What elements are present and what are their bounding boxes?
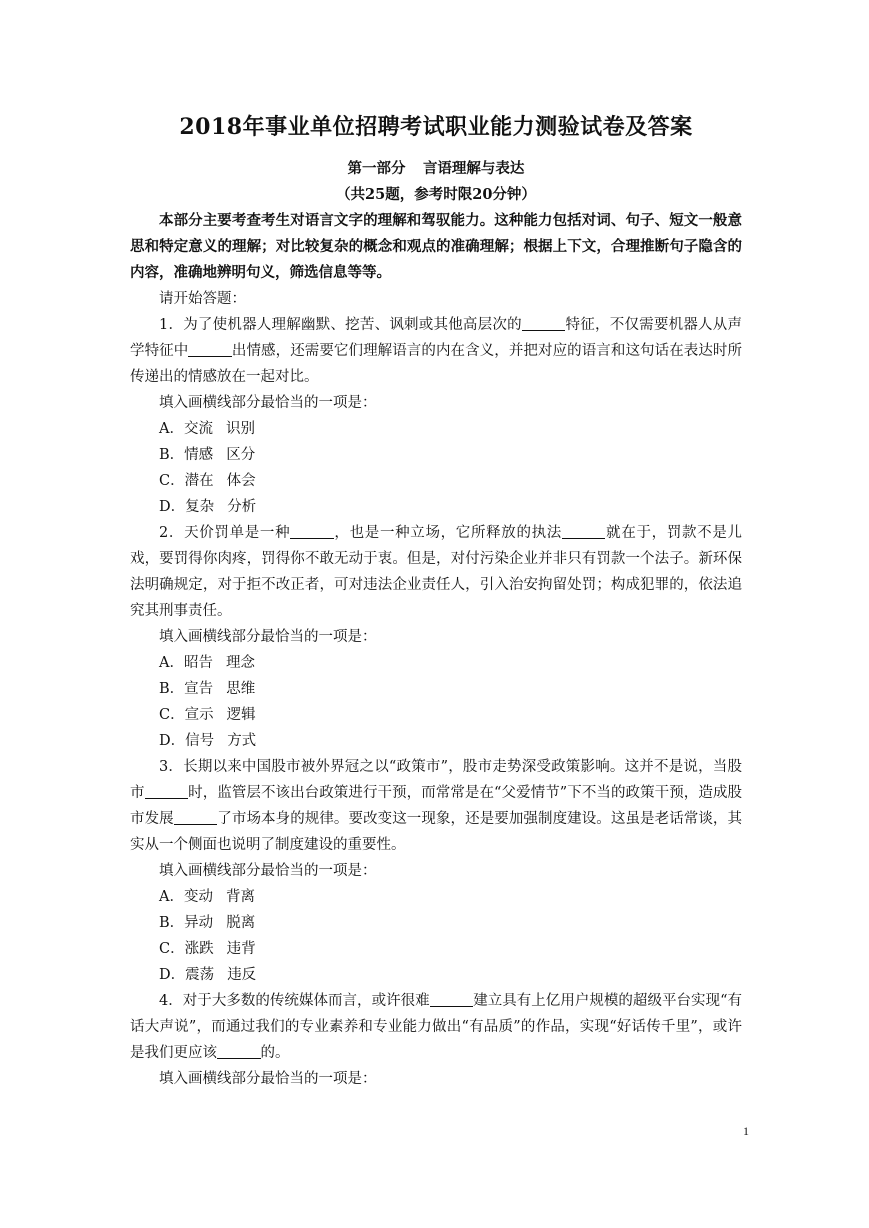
option-a bbox=[130, 884, 742, 910]
question-text: 建立具有上亿用户规模的超级平台实现“有话大声说”，而通过我们的专业素养和专业能力做出“有品质”的作品，实现“好话传千里”，或许是我们更应该 bbox=[130, 993, 743, 1061]
question-prompt: 填入画横线部分最恰当的一项是： bbox=[159, 863, 377, 879]
question-prompt: 填入画横线部分最恰当的一项是： bbox=[159, 1071, 377, 1087]
option-label: D． bbox=[159, 499, 186, 515]
question-text: 时，监管层不该出台政策进行干预，而常常是在“父爱情节”下不当的政策干预，造成股市发展 bbox=[130, 785, 743, 827]
option-label: A． bbox=[159, 889, 184, 905]
question-text: 对于大多数的传统媒体而言，或许很难 bbox=[182, 993, 430, 1009]
option-label: B． bbox=[159, 915, 185, 931]
option-word: 区分 bbox=[226, 447, 256, 463]
start-instruction: 请开始答题： bbox=[159, 291, 246, 307]
question-text: 长期以来中国股市被外界冠之以“政策市”，股市走势深受政策影响。这并不是说，当股市 bbox=[130, 759, 742, 801]
option-word: 潜在 bbox=[184, 473, 214, 489]
question-1 bbox=[130, 312, 742, 390]
question-3 bbox=[130, 754, 742, 858]
section-topic: 言语理解与表达 bbox=[422, 160, 525, 177]
option-word: 分析 bbox=[227, 499, 257, 515]
answer-blank bbox=[217, 1044, 261, 1060]
option-word: 宣示 bbox=[184, 707, 214, 723]
option-word: 信号 bbox=[185, 733, 215, 749]
option-word: 震荡 bbox=[185, 967, 215, 983]
option-word: 违背 bbox=[226, 941, 256, 957]
question-number: 2． bbox=[159, 525, 185, 541]
answer-blank bbox=[188, 342, 232, 358]
section-heading bbox=[130, 156, 742, 182]
question-prompt: 填入画横线部分最恰当的一项是： bbox=[159, 629, 377, 645]
option-word: 异动 bbox=[184, 915, 214, 931]
option-word: 背离 bbox=[226, 889, 256, 905]
option-b bbox=[130, 442, 742, 468]
option-word: 思维 bbox=[226, 681, 256, 697]
question-number: 4． bbox=[159, 993, 183, 1009]
option-d bbox=[130, 962, 742, 988]
question-2 bbox=[130, 520, 742, 624]
option-label: B． bbox=[159, 447, 185, 463]
option-a bbox=[130, 650, 742, 676]
question-number: 1． bbox=[159, 317, 184, 333]
page-content bbox=[130, 112, 742, 1092]
answer-blank bbox=[562, 524, 606, 540]
option-label: C． bbox=[159, 941, 185, 957]
option-word: 脱离 bbox=[226, 915, 256, 931]
option-word: 方式 bbox=[227, 733, 257, 749]
question-4 bbox=[130, 988, 742, 1066]
page-number: 1 bbox=[743, 1124, 749, 1138]
option-c bbox=[130, 468, 742, 494]
option-word: 变动 bbox=[183, 889, 213, 905]
question-prompt: 填入画横线部分最恰当的一项是： bbox=[159, 395, 377, 411]
section-note: （共25题，参考时限20分钟） bbox=[336, 186, 536, 203]
document-title: 2018年事业单位招聘考试职业能力测验试卷及答案 bbox=[179, 114, 693, 140]
question-text: ，也是一种立场，它所释放的执法 bbox=[333, 525, 562, 541]
section-intro: 本部分主要考查考生对语言文字的理解和驾驭能力。这种能力包括对词、句子、短文一般意思和特定意义的理解；对比较复杂的概念和观点的准确理解；根据上下文，合理推断句子隐含的内容，准确地辨明句义，筛选信息等等。 bbox=[130, 212, 742, 281]
option-c bbox=[130, 936, 742, 962]
option-word: 宣告 bbox=[184, 681, 214, 697]
option-label: D． bbox=[159, 733, 186, 749]
section-name: 第一部分 bbox=[347, 160, 406, 177]
option-label: C． bbox=[159, 707, 185, 723]
option-b bbox=[130, 676, 742, 702]
option-word: 识别 bbox=[226, 421, 256, 437]
option-label: D． bbox=[159, 967, 186, 983]
question-text: 天价罚单是一种 bbox=[184, 525, 291, 541]
option-word: 逻辑 bbox=[226, 707, 256, 723]
question-text: 为了使机器人理解幽默、挖苦、讽刺或其他高层次的 bbox=[183, 317, 522, 333]
question-text: 出情感，还需要它们理解语言的内在含义，并把对应的语言和这句话在表达时所传递出的情感放在一起对比。 bbox=[130, 343, 743, 385]
question-number: 3． bbox=[159, 759, 184, 775]
question-text: 的。 bbox=[260, 1045, 290, 1061]
option-a bbox=[130, 416, 742, 442]
option-b bbox=[130, 910, 742, 936]
option-label: A． bbox=[159, 421, 184, 437]
question-text: 就在于，罚款不是儿戏，要罚得你肉疼，罚得你不敢无动于衷。但是，对付污染企业并非只有罚款一个法子。新环保法明确规定，对于拒不改正者，可对违法企业责任人，引入治安拘留处罚；构成犯罪的，依法追究其刑事责任。 bbox=[130, 525, 743, 619]
option-word: 理念 bbox=[226, 655, 256, 671]
option-word: 体会 bbox=[226, 473, 256, 489]
answer-blank bbox=[145, 784, 189, 800]
option-word: 昭告 bbox=[183, 655, 213, 671]
answer-blank bbox=[522, 316, 566, 332]
option-c bbox=[130, 702, 742, 728]
option-label: B． bbox=[159, 681, 185, 697]
option-word: 违反 bbox=[227, 967, 257, 983]
option-d bbox=[130, 494, 742, 520]
answer-blank bbox=[430, 992, 474, 1008]
option-label: A． bbox=[159, 655, 184, 671]
question-text: 了市场本身的规律。要改变这一现象，还是要加强制度建设。这虽是老话常谈，其实从一个侧面也说明了制度建设的重要性。 bbox=[130, 811, 743, 853]
option-word: 情感 bbox=[184, 447, 214, 463]
option-word: 交流 bbox=[183, 421, 213, 437]
question-text: 特征，不仅需要机器人从声学特征中 bbox=[130, 317, 743, 359]
answer-blank bbox=[290, 524, 334, 540]
option-label: C． bbox=[159, 473, 185, 489]
option-word: 涨跌 bbox=[184, 941, 214, 957]
option-word: 复杂 bbox=[185, 499, 215, 515]
option-d bbox=[130, 728, 742, 754]
answer-blank bbox=[174, 810, 218, 826]
